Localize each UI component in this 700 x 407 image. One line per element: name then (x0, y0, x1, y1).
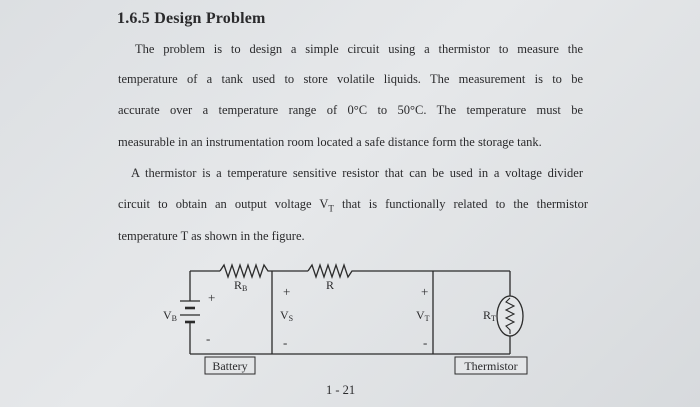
paragraph2-line2-start: circuit to obtain an output voltage V (118, 197, 329, 211)
vs-label: VS (280, 308, 294, 323)
battery-caption (205, 357, 255, 374)
battery-symbol (180, 298, 200, 328)
vt-plus-sign: + (421, 284, 429, 299)
rt-label: RT (483, 308, 496, 323)
paragraph2-line1: A thermistor is a temperature sensitive resistor that can be used in a voltage divider (131, 166, 583, 180)
vt-label: VT (416, 308, 430, 323)
paragraph1-line3: accurate over a temperature range of 0°C to 50°C. The temperature must be (118, 103, 583, 117)
svg-text:Thermistor: Thermistor (464, 359, 518, 373)
paragraph2-line2-end: that is functionally related to the thermistor (333, 197, 588, 211)
battery-minus-sign: - (206, 331, 211, 346)
vt-minus-sign: - (423, 335, 428, 350)
voltage-divider-circuit-diagram (150, 246, 550, 381)
paragraph1-line4: measurable in an instrumentation room located a safe distance form the storage tank. (118, 135, 542, 149)
rb-label: RB (234, 278, 248, 293)
vb-label: VB (163, 308, 178, 323)
paragraph1-line2: temperature of a tank used to store volatile liquids. The measurement is to be (118, 72, 583, 86)
vt-subscript: T (328, 203, 334, 214)
section-title: 1.6.5 Design Problem (117, 10, 266, 27)
paragraph2-line3: temperature T as shown in the figure. (118, 229, 305, 243)
r-label: R (326, 278, 335, 292)
thermistor-symbol (497, 296, 523, 336)
paragraph2-line2 (118, 197, 588, 214)
vs-minus-sign: - (283, 335, 288, 350)
battery-plus-sign: + (208, 290, 216, 305)
page-number: 1 - 21 (326, 383, 356, 397)
paragraph1-line1: The problem is to design a simple circuit using a thermistor to measure the (135, 42, 583, 56)
svg-text:Battery: Battery (212, 359, 248, 373)
thermistor-caption (455, 357, 527, 374)
vs-plus-sign: + (283, 284, 291, 299)
